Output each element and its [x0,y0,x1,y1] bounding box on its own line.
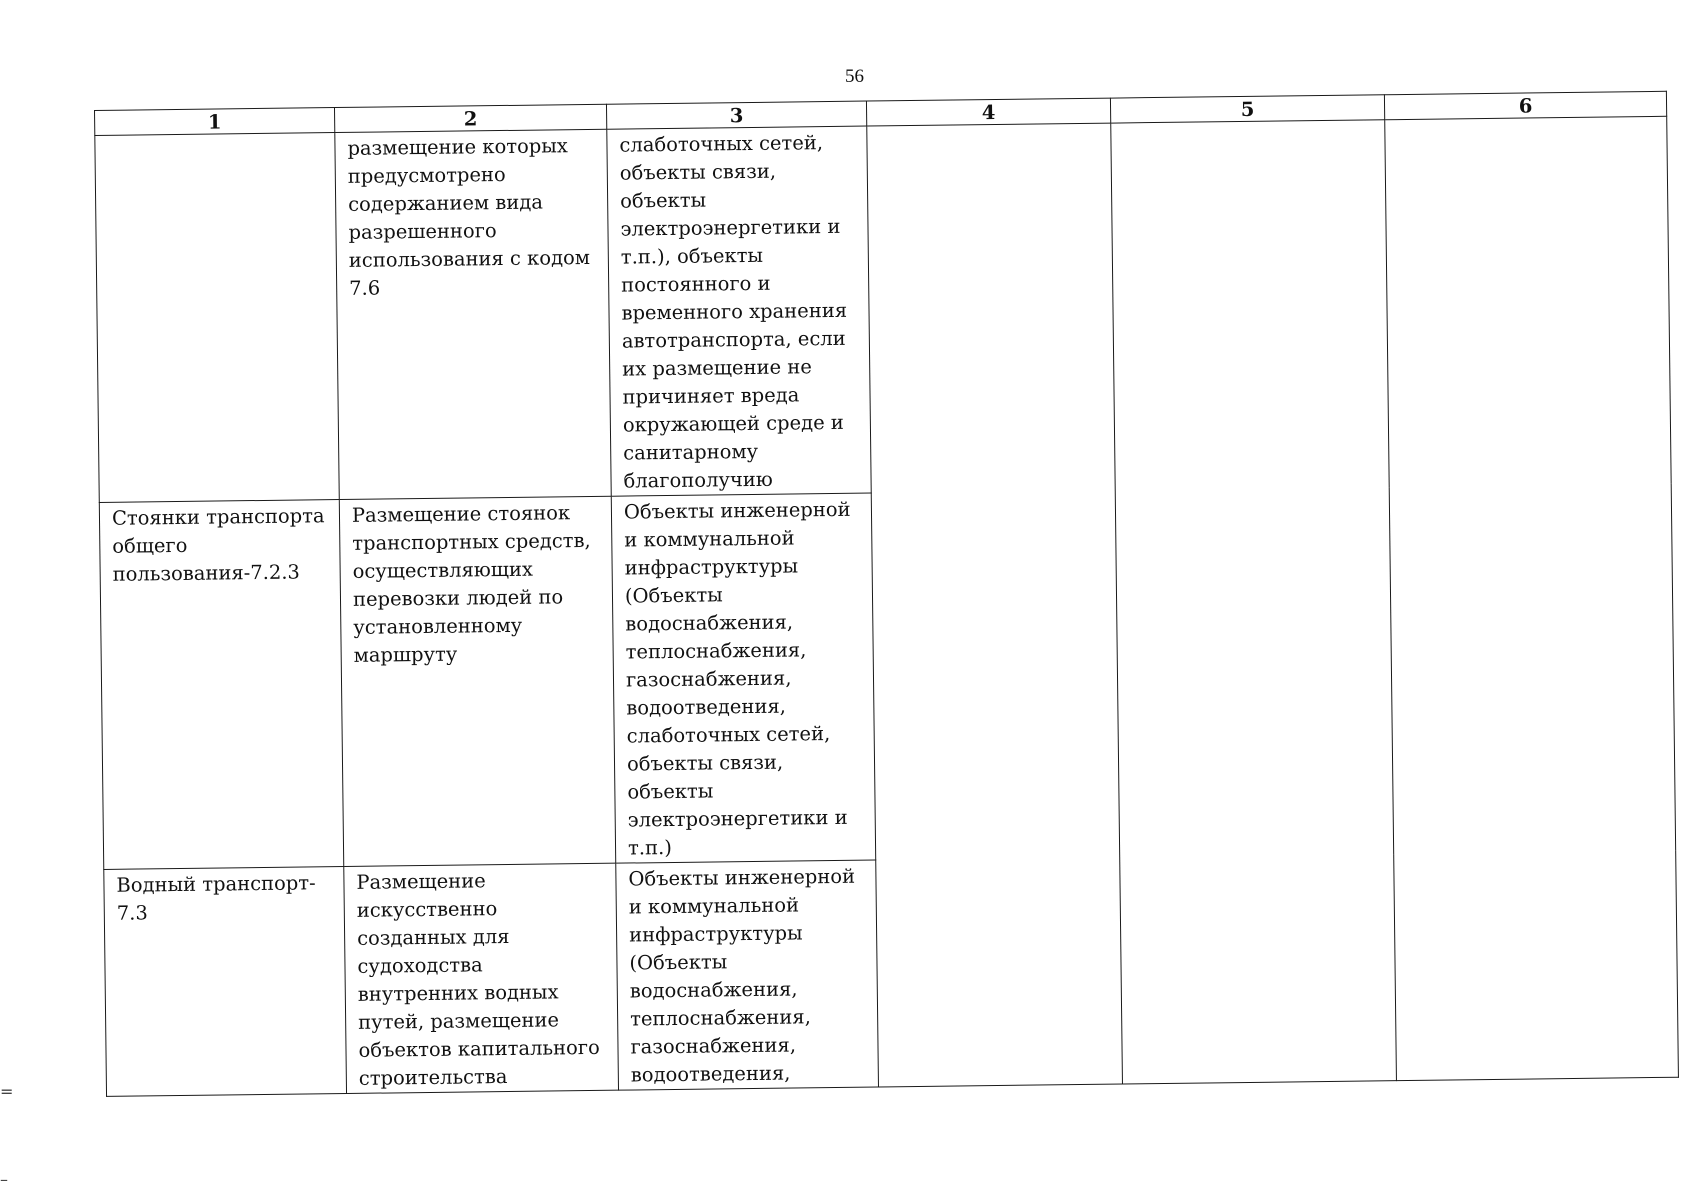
cell-description: Размещение искусственно созданных для судоходства внутренних водных путей, размещение объектов капитального строительства [344,863,619,1093]
regulations-table [94,91,1679,1097]
cell-col-4 [867,123,1123,1087]
header-col-5: 5 [1110,95,1384,123]
header-col-6: 6 [1384,91,1666,119]
cell-use-type [95,133,339,503]
header-col-3: 3 [606,101,866,129]
cell-col-6 [1385,116,1679,1080]
scan-edge-mark: – [0,1170,8,1189]
header-col-1: 1 [95,108,335,136]
cell-use-type: Водный транспорт- 7.3 [104,867,347,1097]
table-row [95,116,1671,502]
cell-description: Размещение стоянок транспортных средств, осуществляющих перевозки людей по установленному маршруту [339,496,615,866]
cell-description: размещение которых предусмотрено содержанием вида разрешенного использования с кодом 7.6 [335,129,611,499]
page-number: 56 [845,66,864,87]
cell-col-5 [1111,120,1397,1084]
cell-auxiliary-objects: слаботочных сетей, объекты связи, объекты электроэнергетики и т.п.), объекты постоянного и временного хранения автотранспорта, если их размещение не причиняет вреда окружающей среде и санитарному благополучию [607,126,871,496]
scan-edge-mark: = [0,1082,14,1101]
header-col-2: 2 [334,104,606,132]
header-col-4: 4 [866,98,1110,126]
cell-auxiliary-objects: Объекты инженерной и коммунальной инфраструктуры (Объекты водоснабжения, теплоснабжения, газоснабжения, водоотведения, [616,860,879,1090]
cell-auxiliary-objects: Объекты инженерной и коммунальной инфраструктуры (Объекты водоснабжения, теплоснабжения, газоснабжения, водоотведения, слаботочных сетей, объекты связи, объекты электроэнергетики и т.п.) [611,493,875,863]
cell-use-type: Стоянки транспорта общего пользования-7.2.3 [99,500,343,870]
